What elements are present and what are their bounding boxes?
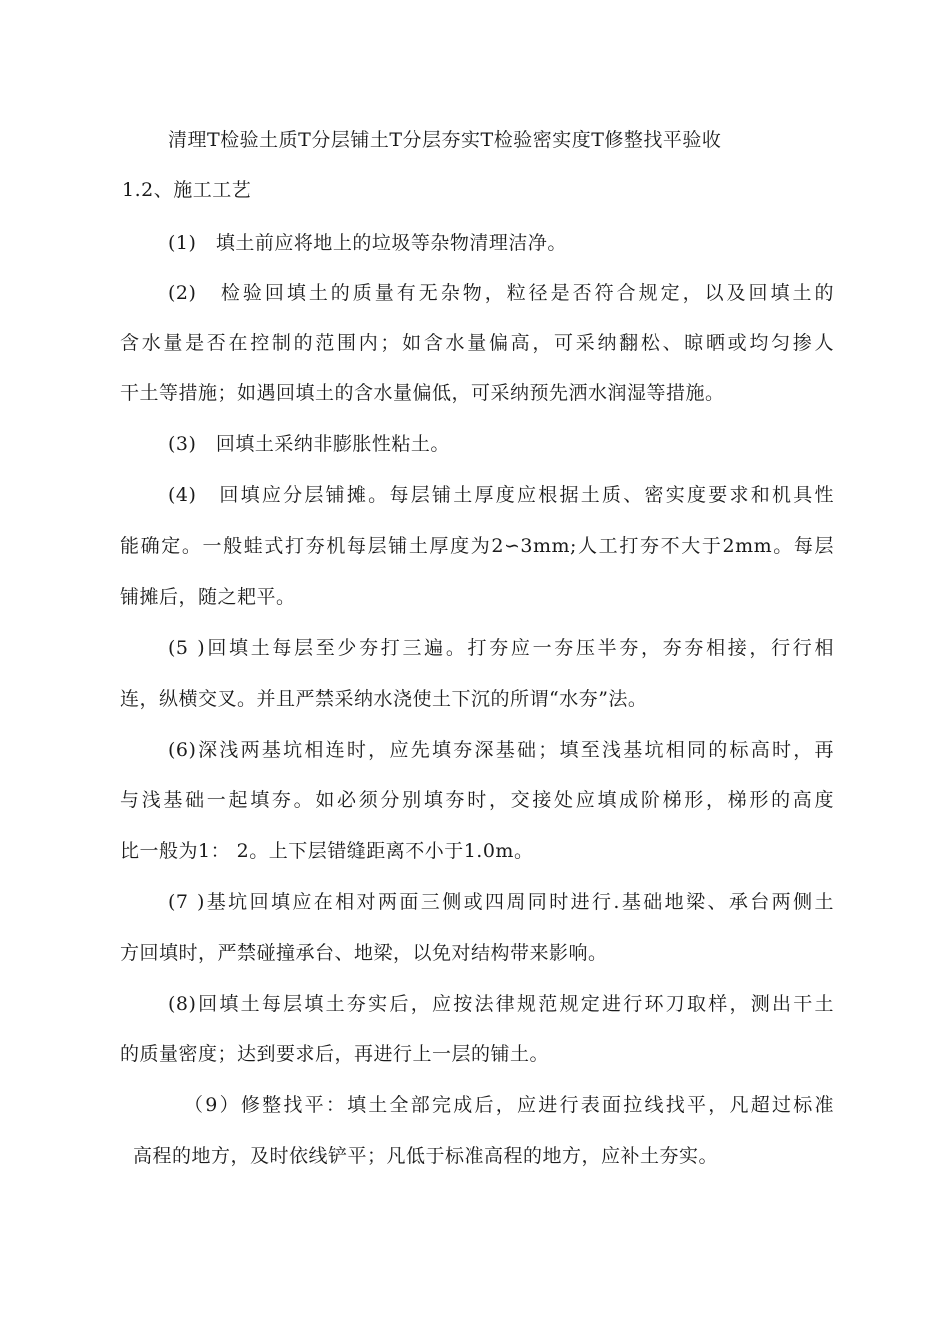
section-heading: 1.2、施工工艺 [122, 179, 252, 201]
paragraph-line: 比一般为1： 2。上下层错缝距离不小于1.0m。 [120, 840, 534, 862]
paragraph-line: （9）修整找平：填土全部完成后，应进行表面拉线找平，凡超过标准 [184, 1094, 834, 1116]
paragraph-line: (2) 检验回填土的质量有无杂物，粒径是否符合规定，以及回填土的 [168, 282, 834, 304]
paragraph-line: 能确定。一般蛙式打夯机每层铺土厚度为2∽3mm;人工打夯不大于2mm。每层 [120, 535, 834, 557]
paragraph-line: (3) 回填土采纳非膨胀性粘土。 [168, 433, 450, 455]
process-flow-line: 清理T检验土质T分层铺土T分层夯实T检验密实度T修整找平验收 [168, 129, 722, 151]
paragraph-line: (8)回填土每层填土夯实后，应按法律规范规定进行环刀取样，测出干土 [168, 993, 834, 1015]
paragraph-line: 连，纵横交叉。并且严禁采纳水浇使土下沉的所谓“水夯”法。 [120, 688, 648, 710]
paragraph-line: 高程的地方，及时依线铲平；凡低于标准高程的地方，应补土夯实。 [133, 1145, 719, 1167]
paragraph-line: 方回填时，严禁碰撞承台、地梁，以免对结构带来影响。 [120, 942, 608, 964]
paragraph-line: (7 )基坑回填应在相对两面三侧或四周同时进行.基础地梁、承台两侧土 [168, 891, 834, 913]
paragraph-line: 含水量是否在控制的范围内；如含水量偏高，可采纳翻松、晾晒或均匀掺人 [120, 332, 834, 354]
paragraph-line: (1) 填土前应将地上的垃圾等杂物清理洁净。 [168, 232, 567, 254]
paragraph-line: 铺摊后，随之耙平。 [120, 586, 296, 608]
paragraph-line: (6)深浅两基坑相连时，应先填夯深基础；填至浅基坑相同的标高时，再 [168, 739, 834, 761]
paragraph-line: (5 )回填土每层至少夯打三遍。打夯应一夯压半夯，夯夯相接，行行相 [168, 637, 834, 659]
paragraph-line: 干土等措施；如遇回填土的含水量偏低，可采纳预先洒水润湿等措施。 [120, 382, 725, 404]
paragraph-line: (4) 回填应分层铺摊。每层铺土厚度应根据土质、密实度要求和机具性 [168, 484, 834, 506]
paragraph-line: 与浅基础一起填夯。如必须分别填夯时，交接处应填成阶梯形，梯形的高度 [120, 789, 834, 811]
paragraph-line: 的质量密度；达到要求后，再进行上一层的铺土。 [120, 1043, 550, 1065]
